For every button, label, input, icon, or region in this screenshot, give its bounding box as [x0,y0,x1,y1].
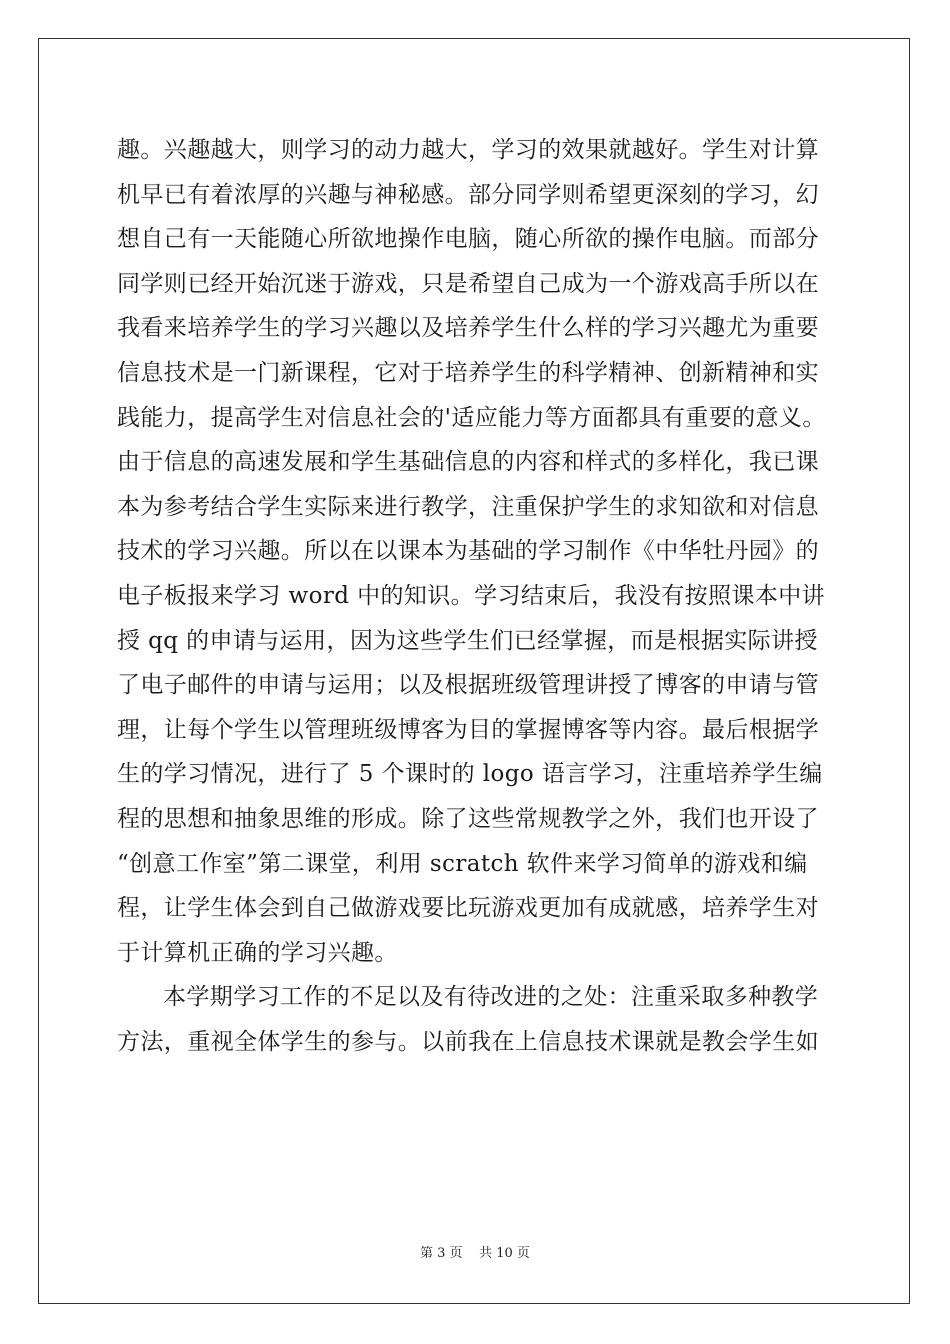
text-line: “创意工作室”第二课堂，利用 scratch 软件来学习简单的游戏和编 [117,850,808,877]
text-line: 机早已有着浓厚的兴趣与神秘感。部分同学则希望更深刻的学习，幻 [117,181,819,208]
text-line: 生的学习情况，进行了 5 个课时的 logo 语言学习，注重培养学生编 [117,761,823,788]
text-line: 践能力，提高学生对信息社会的'适应能力等方面都具有重要的意义。 [117,404,826,431]
paragraph-first-line: 本学期学习工作的不足以及有待改进的之处：注重采取多种教学 [163,984,819,1011]
text-line: 想自己有一天能随心所欲地操作电脑，随心所欲的操作电脑。而部分 [117,226,819,253]
page-number: 第 3 页 [420,1246,463,1261]
text-line: 方法，重视全体学生的参与。以前我在上信息技术课就是教会学生如 [117,1028,819,1055]
text-line: 程，让学生体会到自己做游戏要比玩游戏更加有成就感，培养学生对 [117,895,819,922]
text-line: 由于信息的高速发展和学生基础信息的内容和样式的多样化，我已课 [117,449,819,476]
text-line: 了电子邮件的申请与运用；以及根据班级管理讲授了博客的申请与管 [117,672,819,699]
text-line: 技术的学习兴趣。所以在以课本为基础的学习制作《中华牡丹园》的 [117,538,819,565]
text-line: 电子板报来学习 word 中的知识。学习结束后，我没有按照课本中讲 [117,582,826,609]
text-line: 程的思想和抽象思维的形成。除了这些常规教学之外，我们也开设了 [117,805,819,832]
text-line: 信息技术是一门新课程，它对于培养学生的科学精神、创新精神和实 [117,359,819,386]
text-line: 授 qq 的申请与运用，因为这些学生们已经掌握，而是根据实际讲授 [117,627,818,654]
text-line: 同学则已经开始沉迷于游戏，只是希望自己成为一个游戏高手所以在 [117,270,819,297]
page-footer [0,1244,950,1264]
text-line: 趣。兴趣越大，则学习的动力越大，学习的效果就越好。学生对计算 [117,137,819,163]
text-line: 我看来培养学生的学习兴趣以及培养学生什么样的学习兴趣尤为重要 [117,315,819,342]
document-body [117,128,837,1064]
text-line: 于计算机正确的学习兴趣。 [117,939,398,966]
page-total: 共 10 页 [479,1246,530,1261]
text-line: 本为参考结合学生实际来进行教学，注重保护学生的求知欲和对信息 [117,493,819,520]
text-line: 理，让每个学生以管理班级博客为目的掌握博客等内容。最后根据学 [117,716,819,743]
